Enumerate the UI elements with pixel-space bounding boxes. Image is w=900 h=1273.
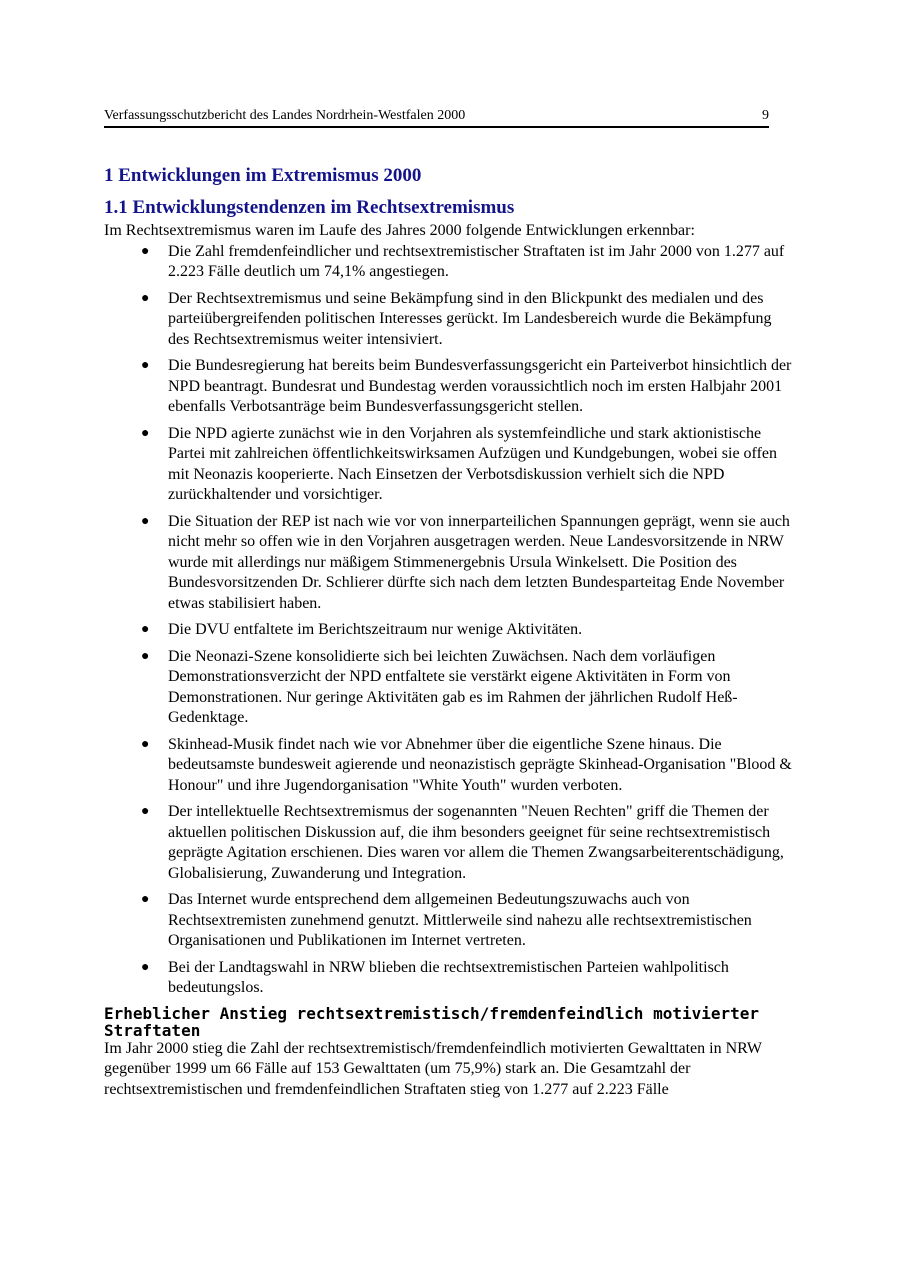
list-item — [104, 424, 794, 506]
bullet-icon: ● — [141, 736, 150, 752]
bullet-list — [104, 242, 794, 999]
list-item — [104, 242, 794, 283]
bullet-icon: ● — [141, 290, 150, 306]
list-item-text: Skinhead-Musik findet nach wie vor Abnehmer über die eigentliche Szene hinaus. Die bedeutsamste bundesweit agierende und neonazistisch geprägte Skinhead-Organisation "Blood & Honour" und ihre Jugendorganisation "White Youth" wurden verboten. — [168, 735, 792, 794]
intro-paragraph: Im Rechtsextremismus waren im Laufe des Jahres 2000 folgende Entwicklungen erkennbar: — [104, 222, 695, 239]
page-number: 9 — [762, 108, 769, 123]
bullet-icon: ● — [141, 425, 150, 441]
subsection-heading: Erheblicher Anstieg rechtsextremistisch/fremdenfeindlich motivierter Straftaten — [104, 1003, 760, 1040]
bullet-icon: ● — [141, 622, 150, 637]
list-item-text: Das Internet wurde entsprechend dem allgemeinen Bedeutungszuwachs auch von Rechtsextremisten zunehmend genutzt. Mittlerweile sind nahezu alle rechtsextremistischen Organisationen und Publikationen im Internet vertreten. — [168, 891, 752, 949]
bullet-icon: ● — [141, 959, 150, 975]
bullet-icon: ● — [141, 358, 150, 373]
list-item — [104, 356, 794, 418]
bullet-icon: ● — [141, 513, 150, 529]
list-item-text: Die Neonazi-Szene konsolidierte sich bei leichten Zuwächsen. Nach dem vorläufigen Demonstrationsverzicht der NPD entfaltete sie verstärkt eigene Aktivitäten in Form von Demonstrationen. Nur geringe Aktivitäten gab es im Rahmen der jährlichen Rudolf Heß-Gedenktage. — [168, 647, 738, 726]
bullet-icon: ● — [141, 892, 150, 907]
list-item — [104, 890, 794, 952]
bullet-icon: ● — [141, 243, 150, 259]
list-item — [104, 735, 794, 797]
chapter-heading: 1 Entwicklungen im Extremismus 2000 — [104, 165, 422, 186]
list-item-text: Die DVU entfaltete im Berichtszeitraum nur wenige Aktivitäten. — [168, 621, 583, 638]
list-item-text: Der intellektuelle Rechtsextremismus der sogenannten "Neuen Rechten" griff die Themen der aktuellen politischen Diskussion auf, die ihm besonders geeignet für seine rechtsextremistisch geprägte Agitation erschienen. Dies waren vor allem die Themen Zwangsarbeiterentschädigung, Globalisierung, Zuwanderung und Integration. — [168, 803, 784, 882]
list-item — [104, 647, 794, 729]
document-body — [104, 163, 794, 1100]
list-item — [104, 289, 794, 351]
list-item — [104, 802, 794, 884]
list-item-text: Bei der Landtagswahl in NRW blieben die rechtsextremistischen Parteien wahlpolitisch bedeutungslos. — [168, 958, 729, 996]
header-title: Verfassungsschutzbericht des Landes Nordrhein-Westfalen 2000 — [104, 108, 466, 123]
list-item-text: Die Bundesregierung hat bereits beim Bundesverfassungsgericht ein Parteiverbot hinsichtlich der NPD beantragt. Bundesrat und Bundestag werden voraussichtlich noch im ersten Halbjahr 2001 ebenfalls Verbotsanträge beim Bundesverfassungsgericht stellen. — [168, 357, 792, 415]
list-item — [104, 512, 794, 615]
section-heading: 1.1 Entwicklungstendenzen im Rechtsextremismus — [104, 197, 515, 218]
closing-paragraph: Im Jahr 2000 stieg die Zahl der rechtsextremistisch/fremdenfeindlich motivierten Gewalttaten in NRW gegenüber 1999 um 66 Fälle auf 153 Gewalttaten (um 75,9%) stark an. Die Gesamtzahl der rechtsextremistischen und fremdenfeindlichen Straftaten stieg von 1.277 auf 2.223 Fälle — [104, 1039, 762, 1098]
bullet-icon: ● — [141, 648, 150, 664]
list-item-text: Die Zahl fremdenfeindlicher und rechtsextremistischer Straftaten ist im Jahr 2000 von 1.277 auf 2.223 Fälle deutlich um 74,1% angestiegen. — [168, 242, 785, 280]
bullet-icon: ● — [141, 804, 150, 819]
list-item — [104, 620, 794, 641]
list-item-text: Der Rechtsextremismus und seine Bekämpfung sind in den Blickpunkt des medialen und des parteiübergreifenden politischen Interesses gerückt. Im Landesbereich wurde die Bekämpfung des Rechtsextremismus weiter intensiviert. — [168, 289, 772, 348]
page-header — [104, 107, 769, 128]
list-item-text: Die NPD agierte zunächst wie in den Vorjahren als systemfeindliche und stark aktionistische Partei mit zahlreichen öffentlichkeitswirksamen Aufzügen und Kundgebungen, wobei sie offen mit Neonazis kooperierte. Nach Einsetzen der Verbotsdiskussion verhielt sich die NPD zurückhaltender und vorsichtiger. — [168, 424, 778, 503]
list-item-text: Die Situation der REP ist nach wie vor von innerparteilichen Spannungen geprägt, wenn sie auch nicht mehr so offen wie in den Vorjahren ausgetragen werden. Neue Landesvorsitzende in NRW wurde mit allerdings nur mäßigem Stimmenergebnis Ursula Winkelsett. Die Position des Bundesvorsitzenden Dr. Schlierer dürfte sich nach dem letzten Bundesparteitag Ende November etwas stabilisiert haben. — [168, 512, 790, 612]
list-item — [104, 958, 794, 999]
